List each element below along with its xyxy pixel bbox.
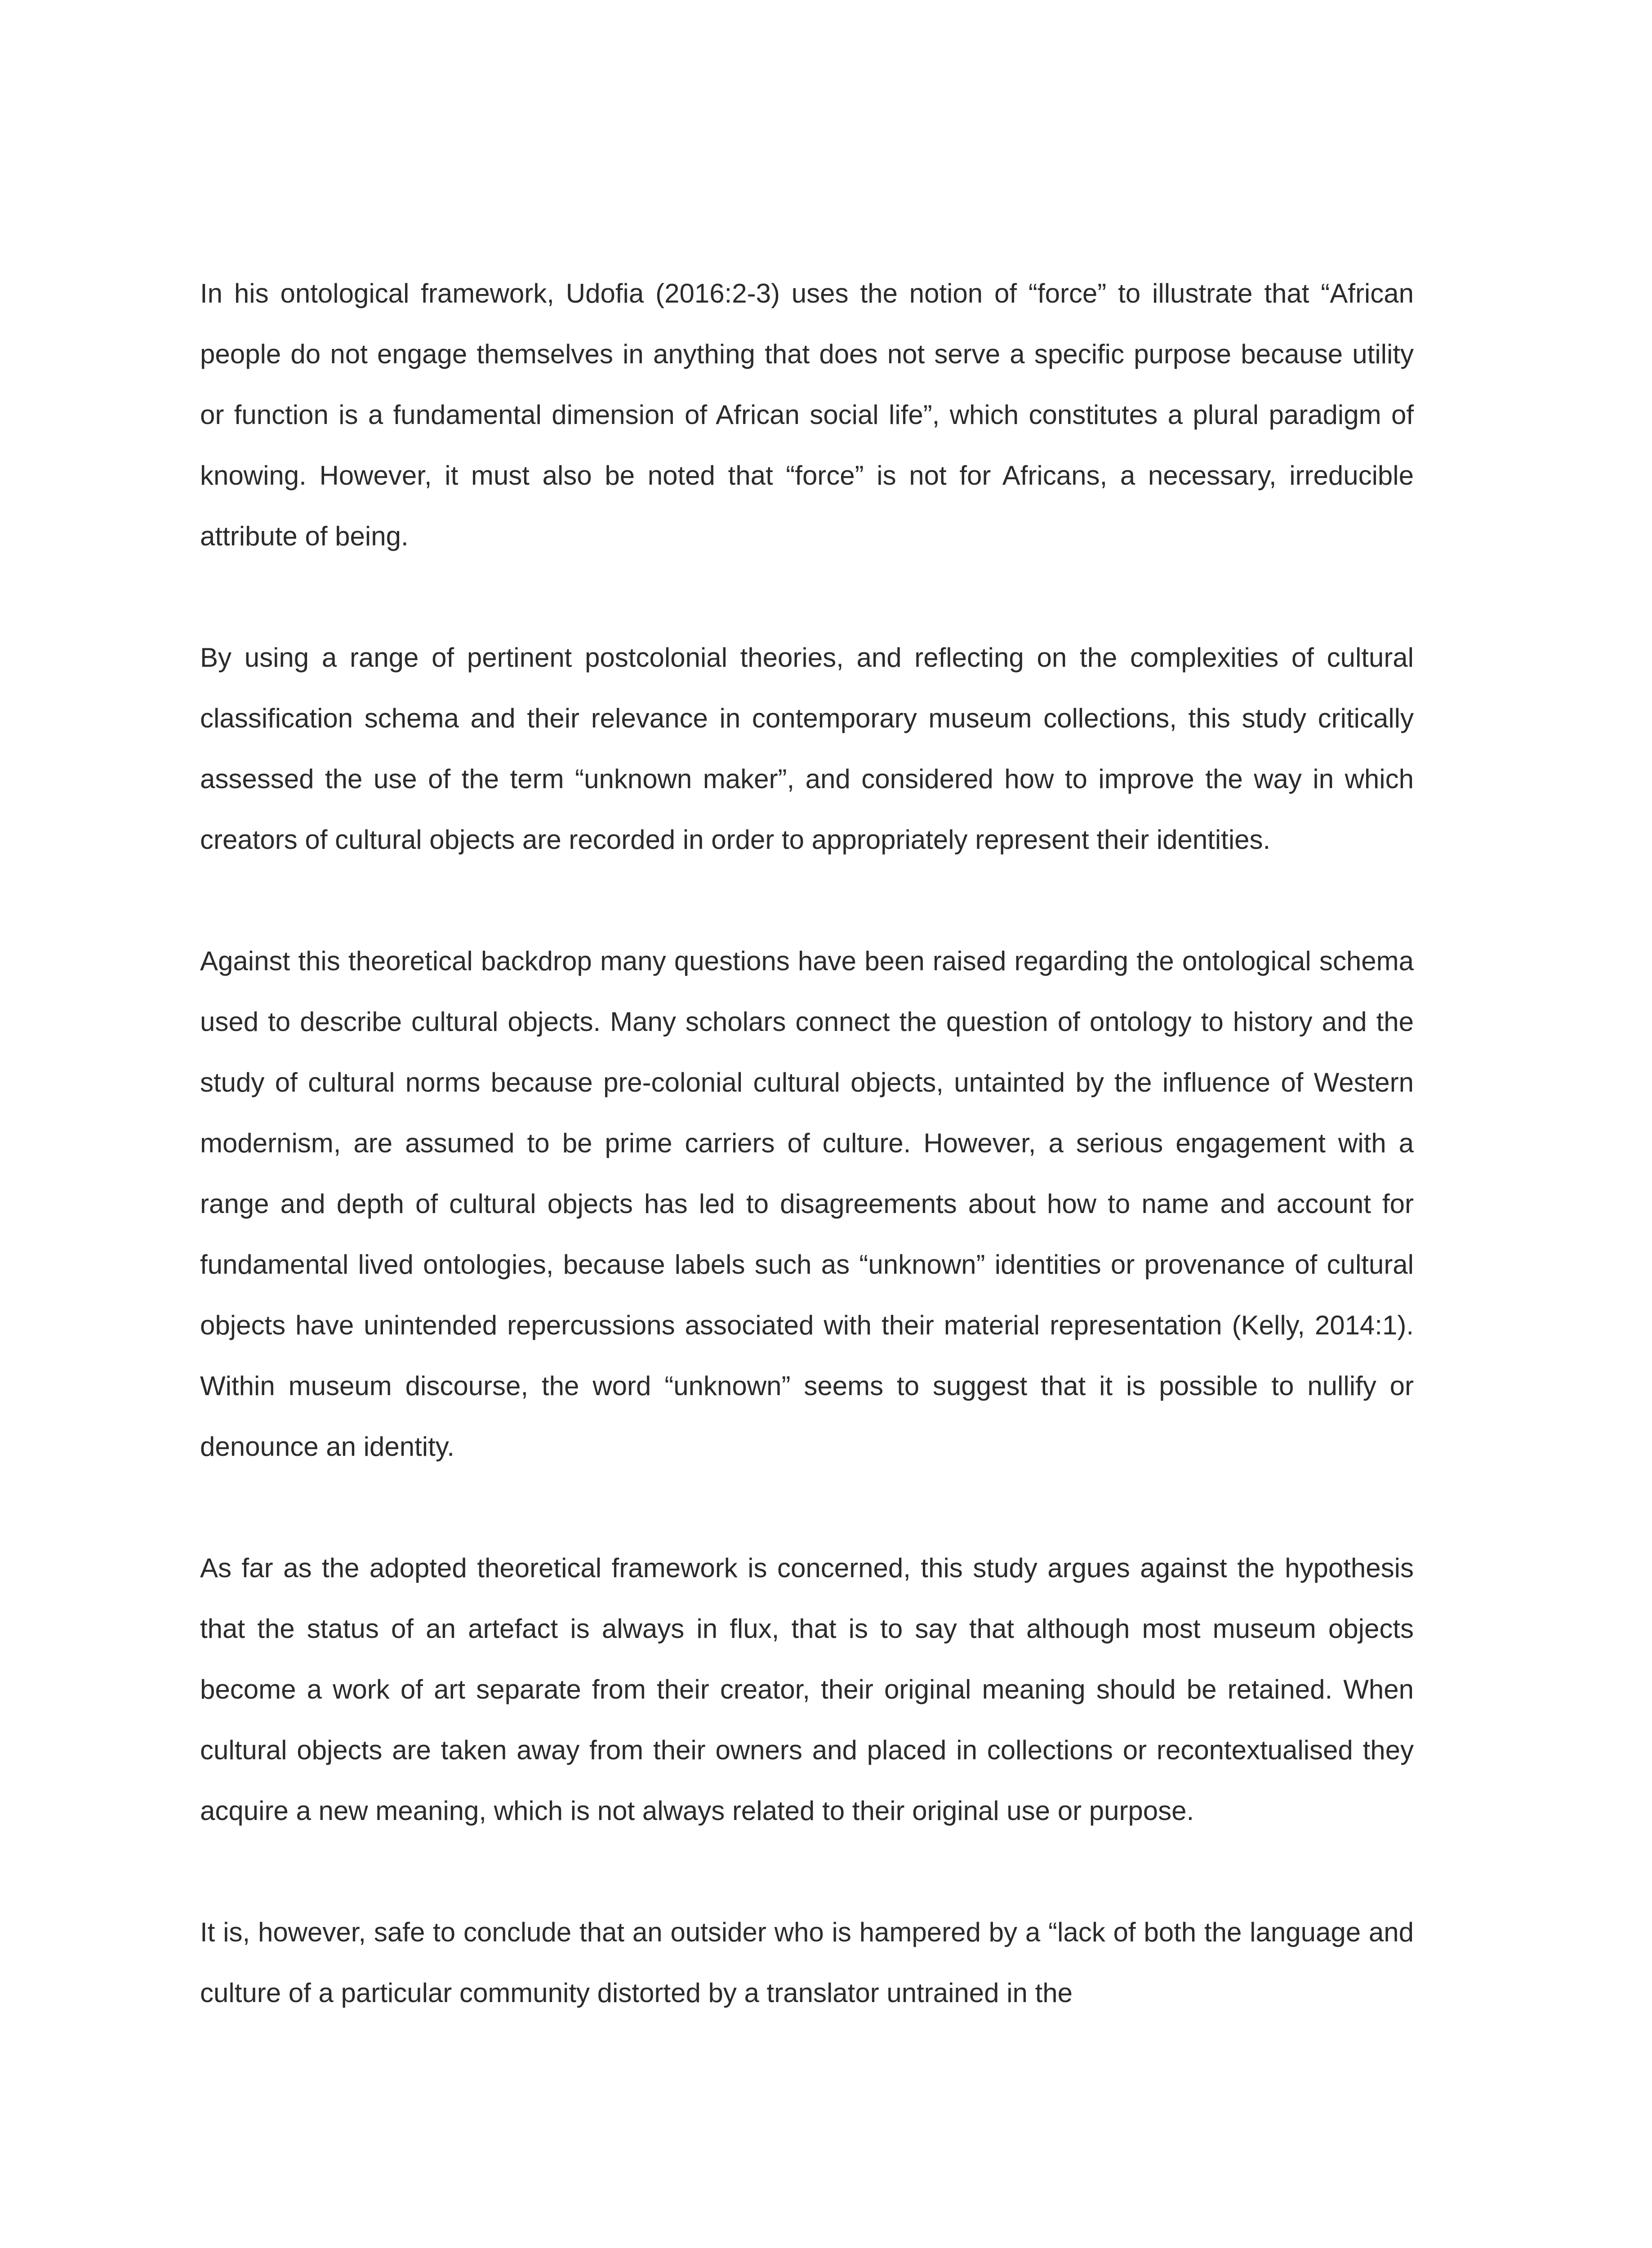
paragraph-2: By using a range of pertinent postcolonial theories, and reflecting on the complexities of cultural classification schema and their relevance in contemporary museum collections, this study critically assessed the use of the term “unknown maker”, and considered how to improve the way in which creators of cultural objects are recorded in order to appropriately represent their identities. [200, 642, 1414, 855]
paragraph-5: It is, however, safe to conclude that an outsider who is hampered by a “lack of both the language and culture of a particular community distorted by a translator untrained in the [200, 1917, 1414, 2008]
paragraph-1: In his ontological framework, Udofia (2016:2-3) uses the notion of “force” to illustrate that “African people do not engage themselves in anything that does not serve a specific purpose because utility or function is a fundamental dimension of African social life”, which constitutes a plural paradigm of knowing. However, it must also be noted that “force” is not for Africans, a necessary, irreducible attribute of being. [200, 278, 1414, 551]
paragraph-3: Against this theoretical backdrop many questions have been raised regarding the ontological schema used to describe cultural objects. Many scholars connect the question of ontology to history and the study of cultural norms because pre-colonial cultural objects, untainted by the influence of Western modernism, are assumed to be prime carriers of culture. However, a serious engagement with a range and depth of cultural objects has led to disagreements about how to name and account for fundamental lived ontologies, because labels such as “unknown” identities or provenance of cultural objects have unintended repercussions associated with their material representation (Kelly, 2014:1). Within museum discourse, the word “unknown” seems to suggest that it is possible to nullify or denounce an identity. [200, 946, 1414, 1462]
paragraph-4: As far as the adopted theoretical framework is concerned, this study argues against the hypothesis that the status of an artefact is always in flux, that is to say that although most museum objects become a work of art separate from their creator, their original meaning should be retained. When cultural objects are taken away from their owners and placed in collections or recontextualised they acquire a new meaning, which is not always related to their original use or purpose. [200, 1553, 1414, 1826]
body-text [200, 263, 1414, 2023]
